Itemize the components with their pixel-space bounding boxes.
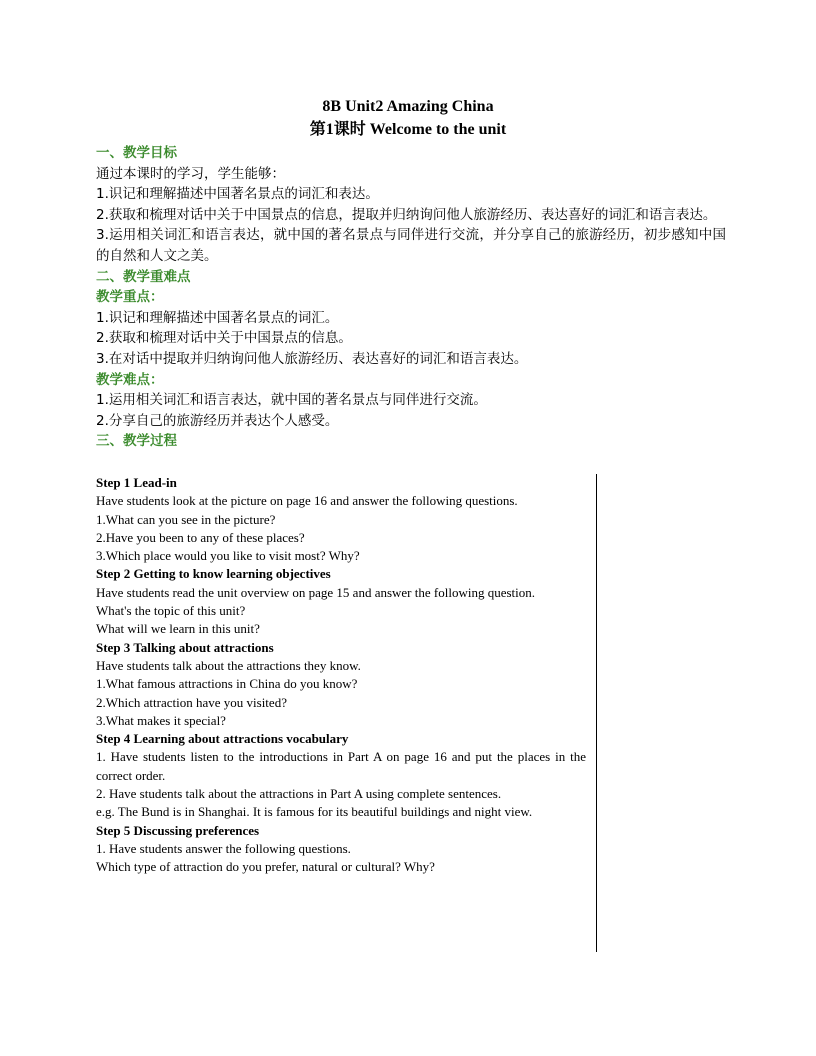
difficulty-label: 教学难点： <box>96 371 164 388</box>
step-question: 3.Which place would you like to visit most? Why? <box>96 548 360 564</box>
step-question: 3.What makes it special? <box>96 712 226 728</box>
document-title: 8B Unit2 Amazing China <box>322 98 494 115</box>
difficulty-item: 1.运用相关词汇和语言表达，就中国的著名景点与同伴进行交流。 <box>96 392 487 409</box>
goals-intro: 通过本课时的学习，学生能够： <box>96 165 285 182</box>
step-paragraph: 1. Have students listen to the introductions in Part A on page 16 and put the places in the correct order. <box>96 749 586 783</box>
goal-item: 3.运用相关词汇和语言表达，就中国的著名景点与同伴进行交流，并分享自己的旅游经历，初步感知中国的自然和人文之美。 <box>96 227 726 264</box>
lesson-title: 第1课时 Welcome to the unit <box>309 121 507 138</box>
step-paragraph: Have students talk about the attractions they know. <box>96 657 361 673</box>
step-question: What's the topic of this unit? <box>96 603 246 619</box>
step-question: 1.What famous attractions in China do you know? <box>96 676 358 692</box>
step-example: e.g. The Bund is in Shanghai. It is famous for its beautiful buildings and night view. <box>96 804 533 820</box>
process-heading: 三、教学过程 <box>96 433 177 450</box>
goal-item: 2.获取和梳理对话中关于中国景点的信息，提取并归纳询问他人旅游经历、表达喜好的词汇和语言表达。 <box>96 206 717 223</box>
step-question: What will we learn in this unit? <box>96 621 260 637</box>
difficulty-item: 2.分享自己的旅游经历并表达个人感受。 <box>96 412 339 429</box>
step-paragraph: 2. Have students talk about the attractions in Part A using complete sentences. <box>96 786 502 802</box>
table-right-border <box>596 474 597 952</box>
step-question: Which type of attraction do you prefer, natural or cultural? Why? <box>96 859 435 875</box>
goal-item: 1.识记和理解描述中国著名景点的词汇和表达。 <box>96 186 379 203</box>
focus-label: 教学重点： <box>96 289 164 306</box>
step-question: 2.Which attraction have you visited? <box>96 694 287 710</box>
step-title: Step 2 Getting to know learning objectives <box>96 566 331 582</box>
step-question: 1.What can you see in the picture? <box>96 511 276 527</box>
step-paragraph: Have students look at the picture on page 16 and answer the following questions. <box>96 493 518 509</box>
step-title: Step 5 Discussing preferences <box>96 822 260 838</box>
step-title: Step 1 Lead-in <box>96 475 177 490</box>
step-title: Step 4 Learning about attractions vocabulary <box>96 731 349 747</box>
goals-heading: 一、教学目标 <box>96 145 177 161</box>
lesson-overview <box>96 143 726 452</box>
focus-item: 1.识记和理解描述中国著名景点的词汇。 <box>96 309 339 326</box>
focus-item: 2.获取和梳理对话中关于中国景点的信息。 <box>96 330 352 347</box>
step-paragraph: 1. Have students answer the following questions. <box>96 840 351 856</box>
focus-item: 3.在对话中提取并归纳询问他人旅游经历、表达喜好的词汇和语言表达。 <box>96 350 528 367</box>
step-question: 2.Have you been to any of these places? <box>96 529 305 545</box>
step-title: Step 3 Talking about attractions <box>96 639 274 655</box>
teaching-process-cell <box>96 474 586 877</box>
step-paragraph: Have students read the unit overview on page 15 and answer the following question. <box>96 584 535 600</box>
key-points-heading: 二、教学重难点 <box>96 268 191 285</box>
